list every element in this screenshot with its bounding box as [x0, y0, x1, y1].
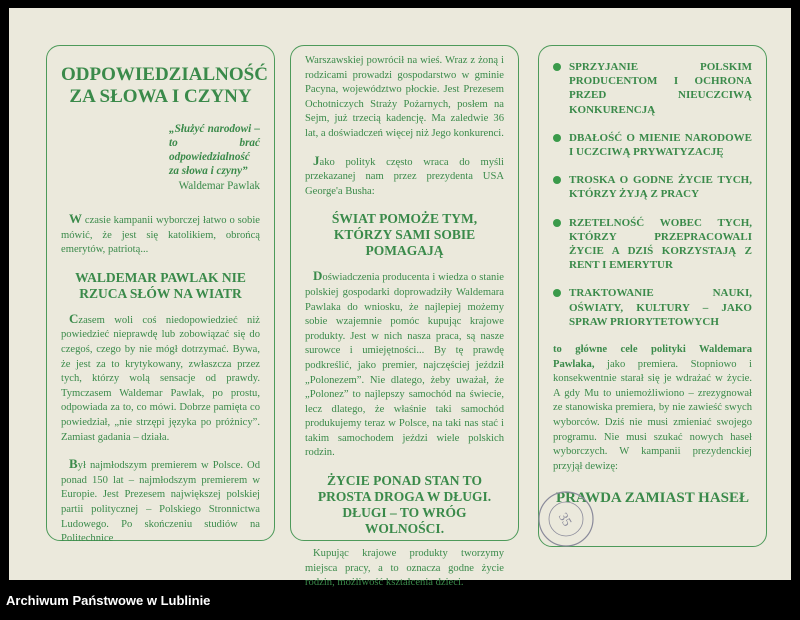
list-item: RZETELNOŚĆ WOBEC TYCH, KTÓRZY PRZEPRACOWALI ŻYCIE A DZIŚ KORZYSTAJĄ Z RENT I EMERYTUR [553, 216, 752, 273]
bullet-icon [553, 219, 561, 227]
heading: ŻYCIE PONAD STAN TO PROSTA DROGA W DŁUGI. DŁUGI – TO WRÓG WOLNOŚCI. [317, 473, 492, 537]
heading: ŚWIAT POMOŻE TYM, KTÓRZY SAMI SOBIE POMAGAJĄ [331, 211, 478, 259]
paragraph: Warszawskiej powrócił na wieś. Wraz z żoną i rodzicami prowadzi gospodarstwo w gminie Pacyna, województwo płockie. Jest Prezesem Ochotniczych Straży Pożarnych, posłem na Sejm, już trzecią kadencję. Ma zaledwie 36 lat, a doświadczeń więcej niż Jego konkurenci. [305, 55, 504, 139]
paragraph: W czasie kampanii wyborczej łatwo o sobie mówić, że jest się katolikiem, obrońcą emerytów, patriotą... [61, 211, 260, 256]
goals-list [553, 60, 752, 329]
panel-middle [290, 45, 519, 589]
motto: PRAWDA ZAMIAST HASEŁ [555, 490, 750, 507]
svg-text:35: 35 [555, 509, 576, 529]
paragraph: Doświadczenia producenta i wiedza o stanie polskiej gospodarki doprowadziły Waldemara Pawlaka do wniosku, że najlepiej możemy sobie wzajemnie pomóc kupując krajowe produkty. Jest w nich nasza praca, są nasze surowce i umiejętności... By tę prawdę podkreślić, jako premier, najczęściej jeździł „Polonezem”. Nie dlatego, żeby uważał, że „Polonez” to najlepszy samochód na świecie, lecz dlatego, że właśnie taki samochód produkujemy teraz w Polsce, na taki nas stać i takim samochodem jeździ wiele polskich rodzin. [305, 268, 504, 459]
heading: WALDEMAR PAWLAK NIE RZUCA SŁÓW NA WIATR [75, 269, 246, 301]
list-item: DBAŁOŚĆ O MIENIE NARODOWE I UCZCIWĄ PRYWATYZACJĘ [553, 131, 752, 159]
quote: „Służyć narodowi – to brać odpowiedzialność za słowa i czyny” [169, 123, 260, 177]
paragraph: to główne cele polityki Waldemara Pawlaka, jako premiera. Stopniowo i konsekwentnie starał się je wdrażać w życie. A gdy Mu to uniemożliwiono – zrezygnował ze stanowiska premiera, by nie zawieść swych wyborców. Dziś nie musi zmieniać swojego programu. Nie musi szukać nowych haseł wyborczych. W kampanii prezydenckiej przyjął dewizę: [553, 344, 752, 472]
paragraph: Kupując krajowe produkty tworzymy miejsca pracy, a to oznacza godne życie rodzin, możliwość kształcenia dzieci. [305, 548, 504, 589]
bullet-icon [553, 134, 561, 142]
leaflet-scan [9, 8, 791, 589]
bullet-icon [553, 63, 561, 71]
paragraph: Był najmłodszym premierem w Polsce. Od ponad 150 lat – najmłodszym premierem w Europie. Jest Prezesem największej polskiej partii politycznej – Polskiego Stronnictwa Ludowego. Po skończeniu studiów na Politechnice [61, 456, 260, 545]
bullet-icon [553, 289, 561, 297]
panel-right [538, 45, 767, 547]
list-item: TRAKTOWANIE NAUKI, OŚWIATY, KULTURY – JAKO SPRAW PRIORYTETOWYCH [553, 286, 752, 329]
main-title: ODPOWIEDZIALNOŚĆ ZA SŁOWA I CZYNY [61, 64, 268, 107]
panel-left [46, 45, 275, 545]
paragraph: Jako polityk często wraca do myśli przekazanej nam przez prezydenta USA George'a Busha: [305, 152, 504, 197]
list-item: TROSKA O GODNE ŻYCIE TYCH, KTÓRZY ŻYJĄ Z PRACY [553, 173, 752, 201]
archive-stamp [536, 489, 596, 549]
paragraph: Czasem woli coś niedopowiedzieć niż powiedzieć nieprawdę lub zobowiązać się do czegoś, czego by nie mógł dotrzymać. Bywa, że jest za to krytykowany, zwłaszcza przez tych, którzy wolą sensacje od prawdy. Tymczasem Waldemar Pawlak, po prostu, odpowiada za to, co mówi. Dobrze pamięta co powiedział, „nie strzępi języka po próżnicy”. Zamiast gadania – działa. [61, 310, 260, 443]
list-item: SPRZYJANIE POLSKIM PRODUCENTOM I OCHRONA PRZED NIEUCZCIWĄ KONKURENCJĄ [553, 60, 752, 117]
quote-author: Waldemar Pawlak [178, 180, 260, 192]
archive-footer: Archiwum Państwowe w Lublinie [6, 593, 211, 608]
bullet-icon [553, 176, 561, 184]
